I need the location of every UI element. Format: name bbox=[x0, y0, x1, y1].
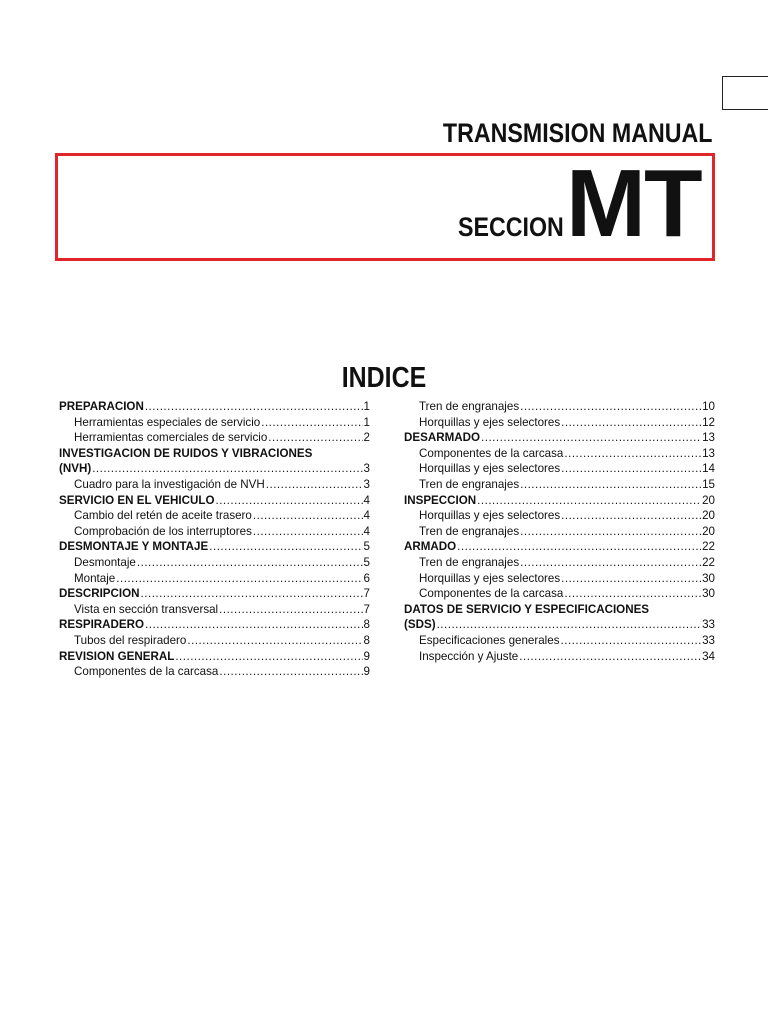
toc-entry-title: INSPECCION bbox=[404, 493, 477, 507]
toc-entry-title: DESMONTAJE Y MONTAJE bbox=[59, 540, 209, 554]
toc-page-number: 34 bbox=[702, 649, 715, 663]
toc-leader-dots bbox=[564, 586, 701, 602]
toc-section-entry[interactable] bbox=[59, 493, 370, 509]
toc-subsection-entry[interactable] bbox=[59, 524, 370, 540]
toc-page-number: 3 bbox=[363, 462, 370, 476]
toc-subsection-entry[interactable] bbox=[404, 461, 715, 477]
toc-entry-title: SERVICIO EN EL VEHICULO bbox=[59, 493, 215, 507]
toc-entry-title: Tubos del respiradero bbox=[74, 633, 187, 647]
toc-leader-dots bbox=[520, 399, 701, 415]
toc-subsection-entry[interactable] bbox=[59, 602, 370, 618]
toc-subsection-entry[interactable] bbox=[59, 477, 370, 493]
toc-section-entry[interactable] bbox=[59, 539, 370, 555]
toc-section-entry[interactable] bbox=[59, 617, 370, 633]
toc-subsection-entry[interactable] bbox=[404, 524, 715, 540]
toc-subsection-entry[interactable] bbox=[404, 649, 715, 665]
toc-subsection-entry[interactable] bbox=[404, 555, 715, 571]
toc-entry-title: Herramientas especiales de servicio bbox=[74, 415, 261, 429]
toc-section-entry[interactable] bbox=[59, 649, 370, 665]
toc-page-number: 22 bbox=[702, 555, 715, 569]
toc-leader-dots bbox=[437, 617, 702, 633]
section-tab-marker bbox=[722, 76, 768, 110]
toc-entry-title: Componentes de la carcasa bbox=[74, 665, 219, 679]
toc-section-entry[interactable] bbox=[59, 586, 370, 602]
toc-subsection-entry[interactable] bbox=[59, 430, 370, 446]
toc-leader-dots bbox=[261, 415, 362, 431]
toc-leader-dots bbox=[253, 524, 363, 540]
toc-entry-title: DATOS DE SERVICIO Y ESPECIFICACIONES bbox=[404, 602, 650, 616]
toc-entry-title: REVISION GENERAL bbox=[59, 649, 175, 663]
toc-entry-title: INVESTIGACION DE RUIDOS Y VIBRACIONES bbox=[59, 446, 313, 460]
toc-entry-title: Horquillas y ejes selectores bbox=[419, 509, 561, 523]
index-column-left bbox=[59, 399, 370, 680]
toc-subsection-entry[interactable] bbox=[404, 446, 715, 462]
toc-leader-dots bbox=[520, 555, 701, 571]
toc-leader-dots bbox=[137, 555, 363, 571]
toc-page-number: 20 bbox=[702, 524, 715, 538]
toc-subsection-entry[interactable] bbox=[59, 571, 370, 587]
toc-leader-dots bbox=[219, 664, 362, 680]
toc-entry-title: Vista en sección transversal bbox=[74, 602, 219, 616]
toc-entry-title: Cambio del retén de aceite trasero bbox=[74, 509, 252, 523]
toc-page-number: 20 bbox=[702, 509, 715, 523]
toc-page-number: 33 bbox=[702, 618, 715, 632]
toc-entry-title: Tren de engranajes bbox=[419, 555, 520, 569]
toc-page-number: 22 bbox=[702, 540, 715, 554]
toc-entry-title: Componentes de la carcasa bbox=[419, 446, 564, 460]
toc-subsection-entry[interactable] bbox=[404, 477, 715, 493]
toc-page-number: 30 bbox=[702, 571, 715, 585]
toc-subsection-entry[interactable] bbox=[59, 664, 370, 680]
toc-page-number: 8 bbox=[363, 633, 370, 647]
toc-page-number: 3 bbox=[363, 477, 370, 491]
toc-entry-title: Tren de engranajes bbox=[419, 400, 520, 413]
toc-entry-title: RESPIRADERO bbox=[59, 618, 145, 632]
toc-page-number: 15 bbox=[702, 477, 715, 491]
toc-page-number: 8 bbox=[363, 618, 370, 632]
toc-leader-dots bbox=[481, 430, 701, 446]
toc-page-number: 30 bbox=[702, 587, 715, 601]
toc-section-entry[interactable] bbox=[404, 539, 715, 555]
toc-subsection-entry[interactable] bbox=[404, 586, 715, 602]
toc-leader-dots bbox=[477, 493, 701, 509]
toc-page-number: 7 bbox=[363, 587, 370, 601]
toc-page-number: 1 bbox=[363, 415, 370, 429]
toc-subsection-entry[interactable] bbox=[404, 508, 715, 524]
toc-page-number: 4 bbox=[363, 493, 370, 507]
toc-entry-title: Horquillas y ejes selectores bbox=[419, 571, 561, 585]
index-title: INDICE bbox=[341, 362, 427, 394]
toc-subsection-entry[interactable] bbox=[59, 555, 370, 571]
toc-entry-title: Herramientas comerciales de servicio bbox=[74, 431, 268, 445]
toc-leader-dots bbox=[209, 539, 362, 555]
toc-entry-title: Especificaciones generales bbox=[419, 633, 560, 647]
section-label: SECCION bbox=[458, 212, 564, 242]
toc-page-number: 9 bbox=[363, 649, 370, 663]
toc-page-number: 9 bbox=[363, 665, 370, 679]
toc-leader-dots bbox=[561, 415, 701, 431]
toc-subsection-entry[interactable] bbox=[59, 415, 370, 431]
toc-entry-title: Horquillas y ejes selectores bbox=[419, 462, 561, 476]
toc-entry-title: PREPARACION bbox=[59, 400, 144, 413]
toc-entry-title: Tren de engranajes bbox=[419, 477, 520, 491]
toc-leader-dots bbox=[561, 461, 701, 477]
toc-leader-dots bbox=[561, 508, 701, 524]
toc-entry-title: Comprobación de los interruptores bbox=[74, 524, 252, 538]
toc-subsection-entry[interactable] bbox=[404, 571, 715, 587]
toc-leader-dots bbox=[457, 539, 701, 555]
section-code: MT bbox=[566, 150, 701, 257]
toc-leader-dots bbox=[116, 571, 362, 587]
toc-subsection-entry[interactable] bbox=[59, 633, 370, 649]
toc-page-number: 2 bbox=[363, 431, 370, 445]
toc-entry-title: ARMADO bbox=[404, 540, 457, 554]
toc-leader-dots bbox=[219, 602, 362, 618]
toc-entry-title: Inspección y Ajuste bbox=[419, 649, 519, 663]
toc-leader-dots bbox=[520, 477, 701, 493]
toc-leader-dots bbox=[519, 649, 701, 665]
toc-leader-dots bbox=[92, 461, 362, 477]
toc-section-entry[interactable] bbox=[59, 446, 370, 462]
toc-leader-dots bbox=[141, 586, 363, 602]
toc-entry-title: Montaje bbox=[74, 571, 116, 585]
toc-section-entry[interactable] bbox=[404, 602, 715, 618]
toc-page-number: 13 bbox=[702, 431, 715, 445]
toc-leader-dots bbox=[520, 524, 701, 540]
toc-section-entry[interactable] bbox=[404, 493, 715, 509]
toc-leader-dots bbox=[145, 617, 363, 633]
toc-leader-dots bbox=[175, 649, 362, 665]
toc-page-number: 13 bbox=[702, 446, 715, 460]
toc-page-number: 14 bbox=[702, 462, 715, 476]
toc-leader-dots bbox=[266, 477, 363, 493]
toc-entry-title: Desmontaje bbox=[74, 555, 136, 569]
toc-page-number: 6 bbox=[363, 571, 370, 585]
manual-title: TRANSMISION MANUAL bbox=[442, 118, 712, 148]
toc-leader-dots bbox=[268, 430, 362, 446]
toc-entry-title: DESARMADO bbox=[404, 431, 481, 445]
toc-page-number: 10 bbox=[702, 400, 715, 413]
toc-subsection-entry[interactable] bbox=[404, 399, 715, 415]
toc-section-entry[interactable] bbox=[404, 617, 715, 633]
toc-page-number: 1 bbox=[363, 400, 370, 413]
toc-entry-title: Tren de engranajes bbox=[419, 524, 520, 538]
toc-leader-dots bbox=[564, 446, 701, 462]
toc-entry-title: DESCRIPCION bbox=[59, 587, 140, 601]
toc-page-number: 4 bbox=[363, 509, 370, 523]
toc-subsection-entry[interactable] bbox=[404, 415, 715, 431]
toc-subsection-entry[interactable] bbox=[59, 508, 370, 524]
toc-page-number: 5 bbox=[363, 555, 370, 569]
toc-leader-dots bbox=[561, 633, 702, 649]
toc-page-number: 4 bbox=[363, 524, 370, 538]
toc-page-number: 5 bbox=[363, 540, 370, 554]
index-column-right bbox=[404, 399, 715, 664]
toc-entry-title: (NVH) bbox=[59, 462, 92, 476]
toc-subsection-entry[interactable] bbox=[404, 633, 715, 649]
toc-section-entry[interactable] bbox=[404, 430, 715, 446]
toc-page-number: 7 bbox=[363, 602, 370, 616]
toc-leader-dots bbox=[145, 399, 363, 415]
toc-page-number: 20 bbox=[702, 493, 715, 507]
toc-entry-title: (SDS) bbox=[404, 618, 436, 632]
toc-entry-title: Cuadro para la investigación de NVH bbox=[74, 477, 265, 491]
toc-section-entry[interactable] bbox=[59, 399, 370, 415]
toc-leader-dots bbox=[253, 508, 363, 524]
toc-leader-dots bbox=[215, 493, 362, 509]
toc-page-number: 33 bbox=[702, 633, 715, 647]
toc-section-entry[interactable] bbox=[59, 461, 370, 477]
toc-leader-dots bbox=[187, 633, 362, 649]
toc-entry-title: Horquillas y ejes selectores bbox=[419, 415, 561, 429]
toc-entry-title: Componentes de la carcasa bbox=[419, 587, 564, 601]
toc-leader-dots bbox=[561, 571, 701, 587]
toc-page-number: 12 bbox=[702, 415, 715, 429]
